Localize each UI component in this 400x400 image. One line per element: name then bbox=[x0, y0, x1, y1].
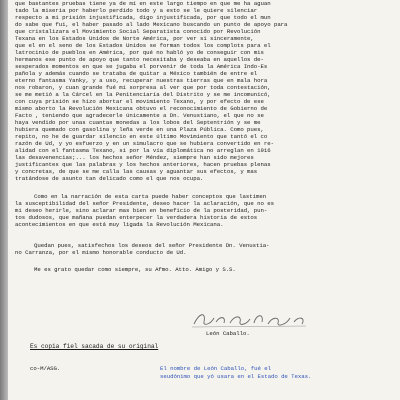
body-line: acontecimientos en que está muy ligada la Revolución Mexicana. bbox=[15, 221, 224, 228]
body-line: pañola y además cuando se trataba de quitar a México también de entre el bbox=[15, 70, 258, 77]
body-line: do sabe que fui, el haber pasado al lado Mexicano buscando un punto de apoyo para bbox=[15, 21, 288, 28]
body-line: haya vendido por unas cuantas monedas a los lobos del Septentrión y se me bbox=[15, 119, 261, 126]
body-line: y concretas, de que se me calla las causas y aguantar sus efectos, y mas bbox=[15, 168, 258, 175]
body-line: mismo aborto la Revolución Mexicana obtuvo el reconocimiento de Gobierno de bbox=[15, 105, 268, 112]
annotation-line: El nombre de León Caballo, fué el bbox=[160, 365, 271, 372]
body-line: sesperados momentos en que se jugaba el porvenir de toda la América Indo-Es bbox=[15, 63, 268, 70]
body-line: que cristalizara el Movimiento Social Separatista conocido por Revolución bbox=[15, 28, 261, 35]
body-line: Facto , teniendo que agradecerle únicamente a Dn. Venustiano, el que no se bbox=[15, 112, 264, 119]
body-line: tos dudosos, que mañana puedan enterpecer la verdadera historia de estos bbox=[15, 214, 258, 221]
body-line: que el en el seno de los Estados Unidos se forman todos los complots para el bbox=[15, 42, 271, 49]
body-line: tratándose de asunto tan delicado como el que nos ocupa. bbox=[15, 175, 204, 182]
body-line: las desavenencias;... los hechos señor Méndez, siempre han sido mejores bbox=[15, 154, 254, 161]
body-line: se me metió a la Cárcel en la Penitenciaría del Distrito y se me incomunicó, bbox=[15, 91, 271, 98]
closing-line: Me es grato quedar como siempre, su Afmo. Atto. Amigo y S.S. bbox=[34, 266, 236, 273]
signature-name: León Caballo. bbox=[206, 330, 250, 337]
body-line: hubiera quemado con gasolina y leña verde en una Plaza Pública. Como pues, bbox=[15, 126, 264, 133]
body-line: mi deseo herirle, sino aclarar mas bien en beneficio de la posteridad, pun- bbox=[15, 207, 268, 214]
body-line: Quedan pues, satisfechos los deseos del señor Presidente Dn. Venustia- bbox=[34, 242, 270, 249]
body-line: tado la miseria por haberlo perdido todo y a esto se le quiere silenciar bbox=[15, 7, 258, 14]
letter-page bbox=[8, 0, 400, 400]
body-line: hermanos ese punto de apoyo que tanto necesitaba y deseaba en aquellos de- bbox=[15, 56, 264, 63]
handwritten-signature bbox=[190, 308, 310, 330]
body-line: que bastantes pruebas tiene ya de mí en este largo tiempo en que me ha aguan bbox=[15, 0, 271, 7]
page-edge-shadow bbox=[0, 0, 8, 400]
body-line: con cuya prisión se hizo abortar el movimiento Texano, y por efecto de ese bbox=[15, 98, 264, 105]
copy-note: Es copia fiel sacada de su original bbox=[30, 343, 159, 350]
body-line: Texana en los Estados Unidos de Norte América, por ver si sinceramente, bbox=[15, 35, 254, 42]
body-line: alidad con el fantasma Texano, si por la vía diplomática no arreglan en 1916 bbox=[15, 147, 271, 154]
initials: co-M/ASG. bbox=[30, 365, 61, 372]
body-line: repito, no he de guardar silencio en este último Movimiento que tantó el co bbox=[15, 133, 268, 140]
body-line: la susceptibilidad del señor Presidente, deseo hacer la aclaración, que no es bbox=[15, 200, 274, 207]
body-line: nos robaron, y cuan grande fué mi sorpresa al ver que por toda contestación, bbox=[15, 84, 271, 91]
body-line: respecto a mi prisión injustificada, digo injustificada, por que todo el mun bbox=[15, 14, 271, 21]
body-line: latrocinio de pueblos en América, por qué no habló yo de conseguir con mis bbox=[15, 49, 264, 56]
body-line: eterno fantasma Yanky, y a uso, recuperar nuestras tierras que en mala hora bbox=[15, 77, 268, 84]
body-line: no Carranza, por el mismo honorable conducto de Ud. bbox=[15, 249, 187, 256]
body-line: justificantes que las palabras y los hechos anteriores, hacen pruebas plenas bbox=[15, 161, 271, 168]
body-line: razón de Ud, y yo esfuerzo y en un simulacro que se hubiera convertido en re- bbox=[15, 140, 274, 147]
annotation-line: seudónimo que yó usara en el Estado de Texas. bbox=[160, 373, 312, 380]
body-line: Como en la narración de esta carta puede haber conceptos que lastimen bbox=[34, 193, 267, 200]
